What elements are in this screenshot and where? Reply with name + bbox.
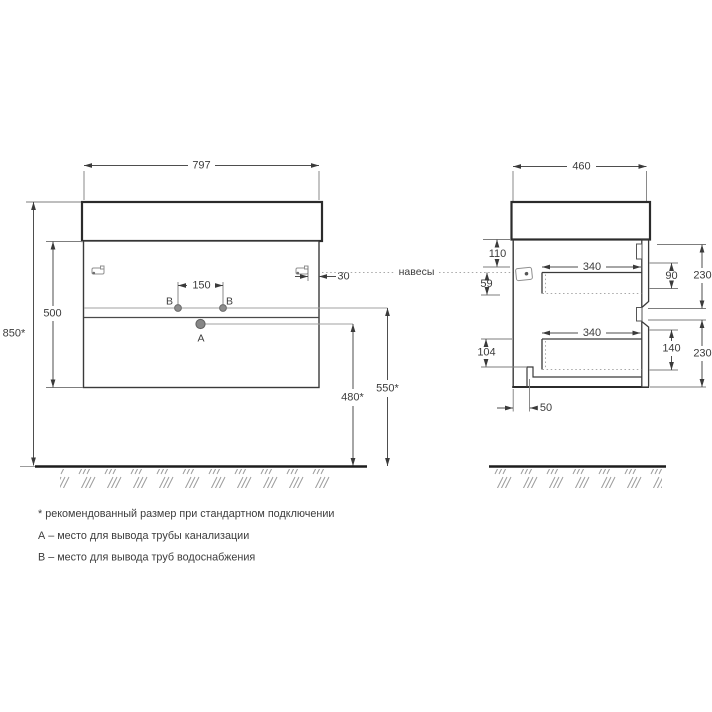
dim-label-550: 550* xyxy=(376,382,399,395)
dim-label-30: 30 xyxy=(337,270,350,283)
water-outlet-b-left xyxy=(175,305,182,312)
side-dim-foot-offset xyxy=(497,379,552,414)
lower-drawer xyxy=(542,327,642,370)
bracket-plate xyxy=(515,267,532,281)
side-dim-upper-inner xyxy=(665,263,677,289)
footnotes xyxy=(38,508,334,564)
dim-label-850: 850* xyxy=(2,327,26,340)
dim-label-50: 50 xyxy=(539,401,553,414)
side-view xyxy=(477,160,711,414)
dim-label-110: 110 xyxy=(488,247,507,260)
upper-drawer xyxy=(542,261,642,294)
side-dim-upper-front xyxy=(693,245,711,309)
countertop-side xyxy=(512,202,651,240)
front-gap-rail xyxy=(637,308,643,322)
lower-drawer-front xyxy=(642,322,649,388)
drain-outlet-a xyxy=(196,319,205,328)
dim-label-59: 59 xyxy=(480,277,493,290)
front-dim-body-height xyxy=(43,242,83,388)
note-point-b: В – место для вывода труб водоснабжения xyxy=(38,551,256,564)
hanger-bracket-side xyxy=(515,267,532,281)
note-point-a: А – место для вывода трубы канализации xyxy=(38,529,250,542)
dim-label-460: 460 xyxy=(572,160,591,173)
dim-label-90: 90 xyxy=(665,269,678,282)
bracket-tab xyxy=(305,266,309,269)
bracket-screw xyxy=(297,272,300,275)
side-dim-bottom-gap xyxy=(477,339,526,367)
dim-label-480: 480* xyxy=(341,391,364,404)
side-dim-top-gap xyxy=(483,240,511,268)
front-dim-supply-height xyxy=(376,308,399,466)
countertop-front xyxy=(82,202,322,241)
floor-hatching-front xyxy=(60,469,337,488)
bracket-tab xyxy=(101,266,105,269)
front-dim-width xyxy=(84,159,319,200)
hangers-link xyxy=(322,266,514,278)
upper-drawer-front xyxy=(642,240,649,308)
label-b-left: В xyxy=(165,295,174,308)
dim-label-340-lower: 340 xyxy=(582,326,602,339)
side-dim-lower-inner xyxy=(662,330,680,370)
hangers-label: навесы xyxy=(398,265,435,278)
cabinet-body-front xyxy=(84,241,320,388)
front-view xyxy=(3,159,400,466)
dim-label-340-upper: 340 xyxy=(582,260,602,273)
label-b-right: В xyxy=(225,295,234,308)
dim-label-150: 150 xyxy=(192,279,211,292)
dim-label-797: 797 xyxy=(192,159,211,172)
side-dim-lower-front xyxy=(693,320,711,387)
dim-label-500: 500 xyxy=(43,307,62,320)
side-dim-depth xyxy=(513,160,647,201)
side-dim-hanger-gap xyxy=(480,273,500,296)
floor-hatching-side xyxy=(494,469,662,488)
dim-label-230-upper: 230 xyxy=(693,269,712,282)
dim-label-140: 140 xyxy=(662,342,681,355)
floor xyxy=(20,467,666,489)
dim-label-230-lower: 230 xyxy=(693,347,712,360)
label-a: А xyxy=(197,332,205,345)
top-rail xyxy=(637,244,643,259)
front-dim-drain-height xyxy=(341,324,364,466)
note-recommended-size: * рекомендованный размер при стандартном подключении xyxy=(38,507,335,520)
bracket-screw xyxy=(93,272,96,275)
dim-label-104: 104 xyxy=(477,346,496,359)
